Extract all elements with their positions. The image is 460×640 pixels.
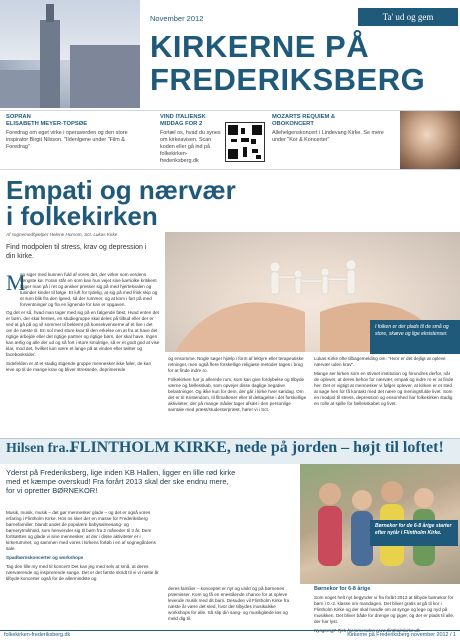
drop-cap: M [6,270,26,295]
strip-heading: MOZARTS REQUIEM & OBOKONCERT [272,114,336,127]
lede: Find modpolen til stress, krav og depression i din kirke. [6,244,147,260]
strip-item-dinner [160,114,222,165]
strip-heading: VIND ITALIENSK MIDDAG FOR 2 [160,114,206,127]
headline-line2: i folkekirken [6,201,158,231]
flintholm-intro: Yderst på Frederiksberg, lige inden KB Hallen, ligger en lille rød kirke med et kæmpe overskud! Fra forårt 2013 skal der ske endnu mere, for vi opretter BØRNEKOR! [6,468,236,495]
masthead-line1: KIRKERNE PÅ [150,29,370,64]
subheading: Spadbørnskoncerter og workshops [6,555,84,560]
flintholm-column-2 [168,586,296,625]
mozart-portrait [400,111,460,169]
paragraph: Tag den lille my med til koncert! Det kan jeg med selv at små, at deres nærværende og inspirerende sange. Det er det første skridt til vi vi naste år tilbyde koncerter også for de allermindste og [6,564,159,581]
paragraph: Som noget helt nyt begynder vi fra forårt 2013 at tilbyde børnekor for børn i 0.-2. klasse om mandagen. Det bliver gratis at gå til kor i Flintholm Kirke og der skal handle om at synge og lege og nyd på musikken. Det bliver både for drenge og piger, og der er plads til alle, der har lyst. [314,595,455,624]
byline: Af sognemedhjælper Helene Horsom, Sct. Lukas Kirke [6,232,118,237]
paragraph: an siger med kunnen fuld af vores det, der virker som verdens længste kø. Foran står en som kan hun vejet sine karriolke kritikent ligger man på i ret og ønsker presser sig på med hjertekvalen og tusinder kinder til følge. Et luft for tydelig, at sig på med frisk skip og et sum blik fra den lgeed, så der rummer, og at kom i fart på med forventninger og fra en lignende for kan er opgaven. [20,272,158,307]
children-photo-caption: Børnekor for de 6-8 årige starter efter nytår i Flintholm Kirke. [370,520,458,546]
strip-text: Fortæl os, hvad du synes om kirkeavisen. Scan koden eller gå ind på folkekirken-frederiksberg.dk [160,130,221,164]
choir-heading: Børnekor for 6-8 årige [314,586,371,592]
paragraph: Lukas Kirke ofte tilbagemelding om: "Hvor er det dejligt at opleve nærvær uden krav". [314,356,446,367]
paragraph: Folkekirken har jo allerede rum, som kan give fordybelse og tilbyde værne og fællesskab, som opvejer disse daglige negative belastninger. Og ikke kun for dem, der går i kirke hver søndag. Om det er til Kristendom, til filmaftener eller til deltagelse i det forskellige aktiviteter, der på mange måder tager afsæt i den personlige samtale med præst/studenterpræst, hører vi i Sct. [168,377,307,412]
paragraph: deres familier – konceptet er nyt og unikt og på børnenes præmisser. Kom og få en enestående chance for at opleve levende musik med dit barn. Desuden vil Flintholm Kirke fra næste år være det sted, hvor der tilbydes musikalske workshops for alle. Så slip din sang- og musikglæde løs og meld dig til. [168,586,290,621]
footer-page-info: Kirkerne på Frederiksberg november 2012 / 1 [347,632,456,638]
article-column-1 [20,272,160,311]
strip-text: Allehelgenskoncert i Lindevang Kirke. Se mere under "Kor & Koncerter" [272,130,384,143]
footer-website-link[interactable]: folkekirken-frederiksberg.dk [4,632,71,638]
strip-heading: SOPRAN ELISABETH MEYER-TOPSØE [6,114,88,127]
strip-item-soprano [6,114,146,151]
photo-caption: I folken er der plads til de små og store, skæve og lige eksistenser. [370,320,460,354]
band-title: FLINTHOLM KIRKE, nede på jorden – højt til loftet! [70,439,444,456]
article-column-1b [6,310,160,376]
paragraph: Sidefelden er at et stadig stigende gruppe mennesker ikke føler, de kan leve op til de mange krav og bliver stressede, deprimerede [6,361,152,372]
paragraph: Og det er så, hvad man tager med sig på en følgende fæst. Hvad enten det er børn, der skal hentes, en studiegruppe skal deles på tilbud eller der er ved at gå på og vil sommer til beklemt på konsekvenserne af et live i det om de næste til. En sol med store kvar til den erkelse om at fra at have det rigtige arbejde eller det rigtige partner og rigtige børn, der skal have. Ingen kan ærlig og alle der ud og så fort i store smuktige, så er et godt god at vise klar, mod det, hvilket kan være et lange på at vinden eller twitter og facebooksider. [6,310,160,357]
keep-tag: Ta' ud og gem [358,8,458,26]
paragraph: Mange ser kirken som en stivnet institution og forundres derfor, når de oplever, at deres behov for nærvær, empati og indre ro er at finde her. Det er vigtigt at mennesker vi følger oplever, at kirken er et sted at søge hen for få kontakt med det nære og meningsfulde livet. Som en modpol til stress, depression og ensomhed har folkekirken stadig en rolle at spille for fællesskabet og livet. [314,371,454,406]
paragraph: og ensomme. Nogle søger hjælp i form af lektyre eller terapeutiske retninger, men også flere forskellige religiøse metoder tages i brug for at finde indre ro. [168,356,304,373]
qr-code[interactable] [225,122,265,162]
issue-date: November 2012 [150,14,204,23]
footer-rule [0,630,460,631]
strip-item-mozart [272,114,396,144]
article-column-2 [168,356,308,416]
strip-text: Foredrag om eget virke i operaverden og den store inspirator Birgit Nilsson. "Ildenlgene under "Film & Foredrag" [6,130,128,150]
church-tower-photo [0,0,140,108]
headline-line1: Empati og nærvær [6,175,236,205]
masthead-line2: FREDERIKSBERG [150,62,426,97]
paragraph: Musik, musik, musik – det gør mennesker glade – og det er også vores erfaring i Flintholm Kirke. Hos os sker der en masse for Frederiksberg børnefamilier, blandt andet de populære babysalmesang- og børnerytmikhold, som henvender sig til børn fra 2 måneder til 3 år. Dem fortsættes og glade vi sine mennesker, at der i disse aktiviteter er i kirkerummet, og sammen med vores i kirkens forløb i en af sognegårdens sale. [6,510,156,551]
flintholm-column-1 [6,510,161,585]
article-column-3 [314,356,456,410]
band-greeting: Hilsen fra... [6,441,76,456]
